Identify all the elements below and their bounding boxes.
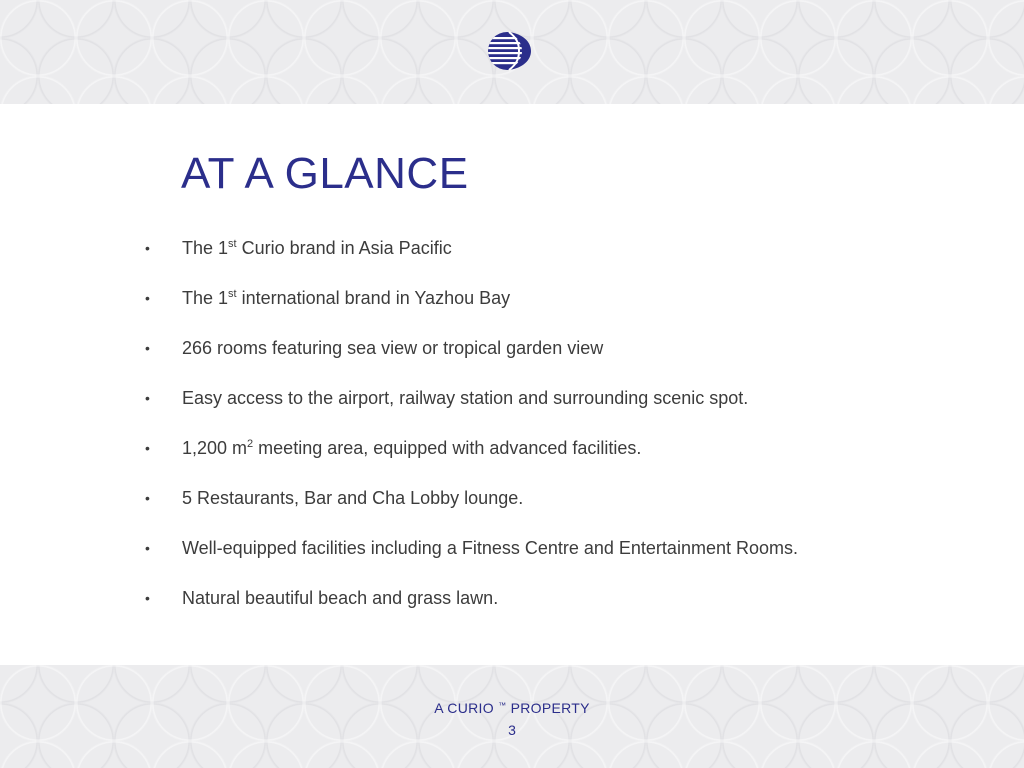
list-item [0, 236, 1000, 260]
bullet-marker: • [145, 590, 150, 606]
page-number: 3 [508, 722, 516, 738]
footer-brand-before: A CURIO [434, 700, 499, 716]
list-item-text [182, 386, 748, 410]
list-item-text [182, 286, 510, 310]
list-item [0, 336, 1000, 360]
list-item-text-start: 5 Restaurants, Bar and Cha Lobby lounge. [182, 488, 524, 508]
list-item-text-end: Curio brand in Asia Pacific [236, 238, 452, 258]
curio-logo-icon [487, 28, 533, 74]
list-item-text [182, 486, 523, 510]
page-title: AT A GLANCE [181, 149, 469, 198]
trademark-symbol: ™ [498, 701, 507, 710]
list-item-text-start: 266 rooms featuring sea view or tropical garden view [182, 338, 604, 358]
list-item-text-start: Natural beautiful beach and grass lawn. [182, 588, 499, 608]
list-item-text [182, 336, 603, 360]
list-item [0, 586, 1000, 610]
footer-band [0, 665, 1024, 768]
curio-logo-graphic [487, 28, 533, 74]
bullet-marker: • [145, 340, 150, 356]
footer-brand-after: PROPERTY [506, 700, 590, 716]
list-item [0, 286, 1000, 310]
list-item [0, 386, 1000, 410]
bullet-marker: • [145, 240, 150, 256]
list-item-text [182, 586, 498, 610]
list-item-text-start: The 1 [182, 288, 229, 308]
list-item-text-start: 1,200 m [182, 438, 248, 458]
list-item-text-start: The 1 [182, 238, 229, 258]
bullet-marker: • [145, 490, 150, 506]
list-item-superscript: st [228, 288, 237, 300]
list-item-superscript: st [228, 238, 237, 250]
list-item-text-end: meeting area, equipped with advanced facilities. [253, 438, 642, 458]
list-item-text [182, 236, 452, 260]
list-item-text-start: Well-equipped facilities including a Fitness Centre and Entertainment Rooms. [182, 538, 798, 558]
list-item-text [182, 536, 798, 560]
list-item [0, 436, 1000, 460]
list-item-superscript: 2 [247, 438, 254, 450]
footer-brand [0, 700, 1024, 716]
list-item-text [182, 436, 641, 460]
bullet-marker: • [145, 440, 150, 456]
list-item-text-start: Easy access to the airport, railway station and surrounding scenic spot. [182, 388, 749, 408]
list-item [0, 486, 1000, 510]
list-item [0, 536, 1000, 560]
bullet-marker: • [145, 390, 150, 406]
bullet-marker: • [145, 290, 150, 306]
list-item-text-end: international brand in Yazhou Bay [236, 288, 511, 308]
bullet-marker: • [145, 540, 150, 556]
